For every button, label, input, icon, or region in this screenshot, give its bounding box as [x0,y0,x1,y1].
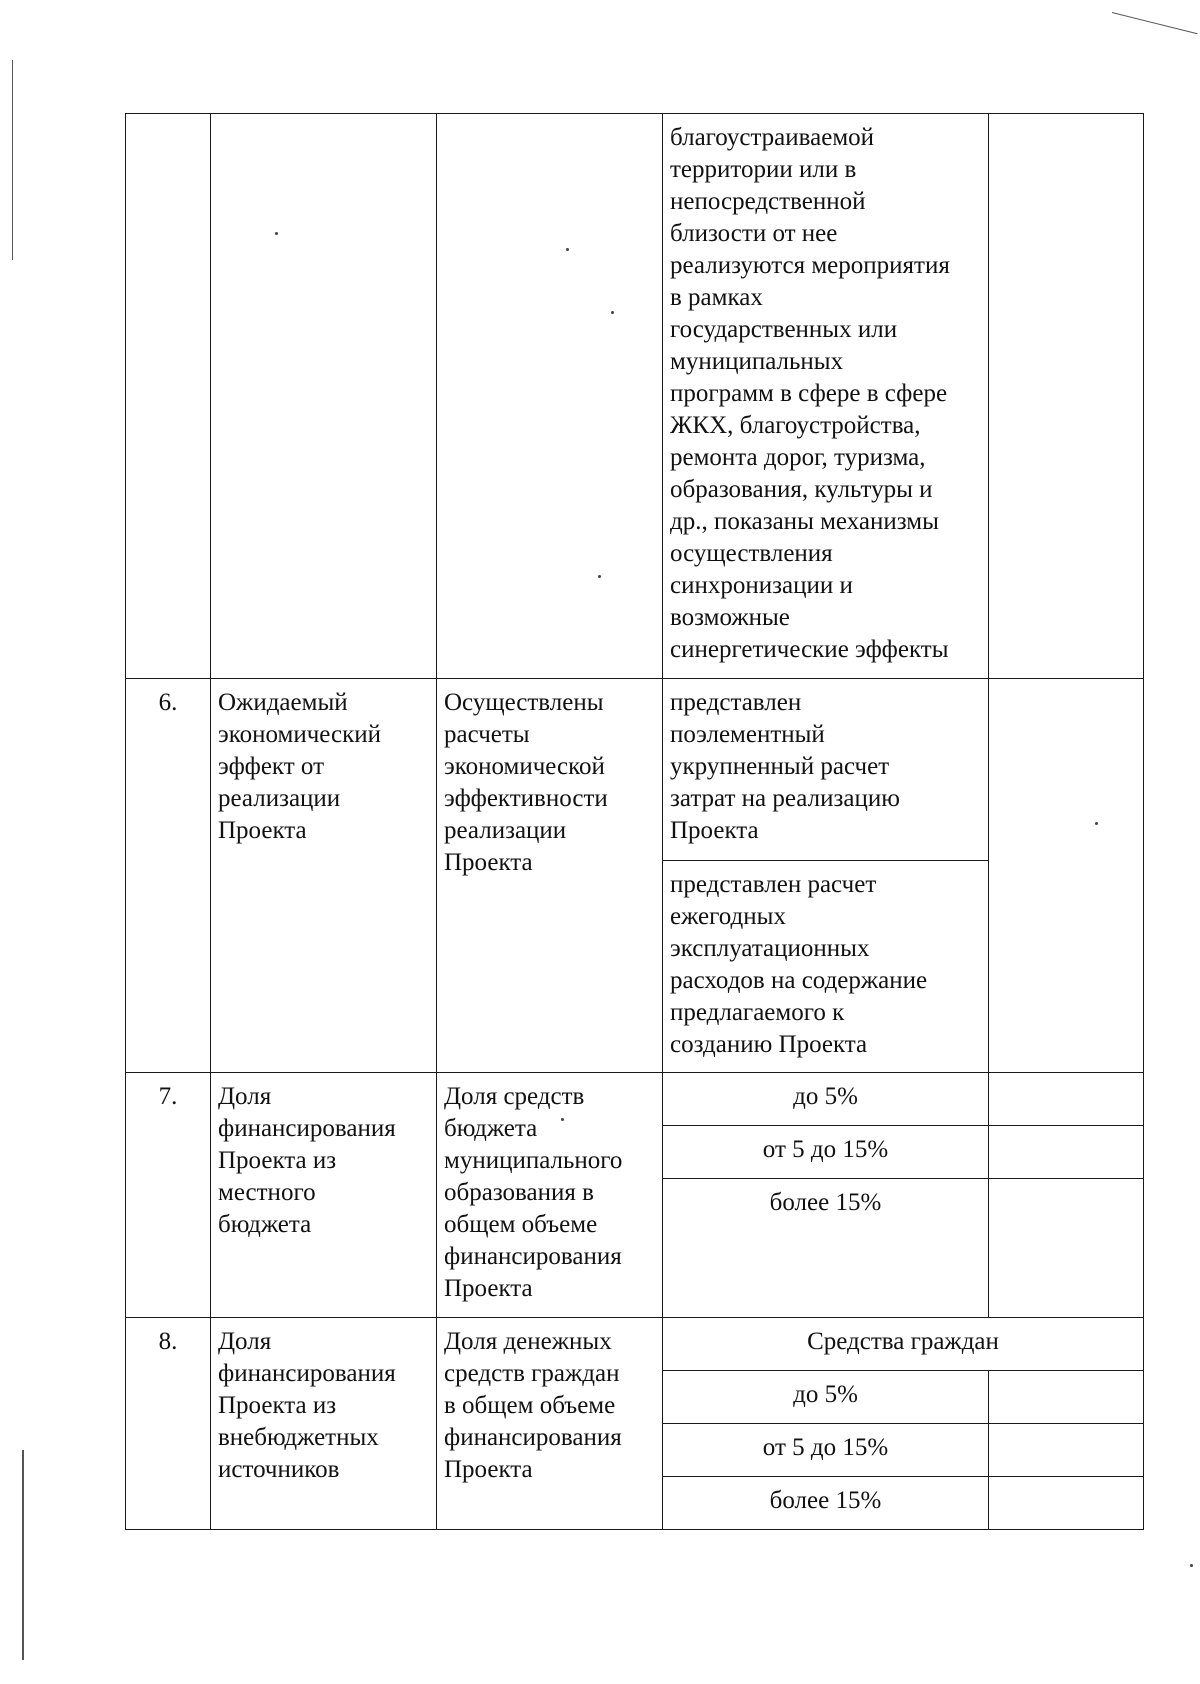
cell-number [126,114,211,679]
scan-edge-line [22,1450,24,1660]
scan-corner-stroke [1112,12,1198,34]
table-row-8 [126,1318,1144,1371]
cell-criterion: более 15% [663,1179,989,1318]
scan-speck [566,248,569,251]
cell-criterion: более 15% [663,1477,989,1530]
cell-name: Ожидаемый экономический эффект от реализации Проекта [211,679,437,1073]
scan-speck [275,232,278,235]
cell-name: Доля финансирования Проекта из местного бюджета [211,1073,437,1318]
cell-criterion: от 5 до 15% [663,1424,989,1477]
scan-speck [1190,1564,1193,1567]
cell-number: 6. [126,679,211,1073]
scan-edge-line [12,60,13,260]
cell-score [989,1371,1144,1424]
cell-name: Доля финансирования Проекта из внебюджетных источников [211,1318,437,1530]
table-row-7 [126,1073,1144,1126]
cell-criterion: от 5 до 15% [663,1126,989,1179]
table-row-continued [126,114,1144,679]
cell-score [989,1477,1144,1530]
scan-speck [561,1118,564,1121]
cell-score [989,679,1144,1073]
scan-speck [598,575,601,578]
cell-description [437,114,663,679]
cell-score [989,1179,1144,1318]
table-row-6 [126,679,1144,861]
cell-score [989,1126,1144,1179]
cell-name [211,114,437,679]
scan-speck [611,311,614,314]
cell-description: Осуществлены расчеты экономической эффективности реализации Проекта [437,679,663,1073]
cell-criterion: представлен расчет ежегодных эксплуатационных расходов на содержание предлагаемого к созданию Проекта [663,861,989,1073]
cell-number: 7. [126,1073,211,1318]
cell-score [989,1424,1144,1477]
cell-score [989,114,1144,679]
cell-criterion: благоустраиваемой территории или в непосредственной близости от нее реализуются мероприятия в рамках государственных или муниципальных программ в сфере в сфере ЖКХ, благоустройства, ремонта дорог, туризма, образования, культуры и др., показаны механизмы осуществления синхронизации и возможные синергетические эффекты [663,114,989,679]
scan-speck [1095,822,1098,825]
cell-criterion: представлен поэлементный укрупненный расчет затрат на реализацию Проекта [663,679,989,861]
cell-description: Доля средств бюджета муниципального образования в общем объеме финансирования Проекта [437,1073,663,1318]
criteria-table [125,113,1144,1530]
cell-number: 8. [126,1318,211,1530]
cell-criterion: до 5% [663,1371,989,1424]
cell-description: Доля денежных средств граждан в общем объеме финансирования Проекта [437,1318,663,1530]
cell-criterion: до 5% [663,1073,989,1126]
cell-subheader: Средства граждан [663,1318,1144,1371]
cell-score [989,1073,1144,1126]
